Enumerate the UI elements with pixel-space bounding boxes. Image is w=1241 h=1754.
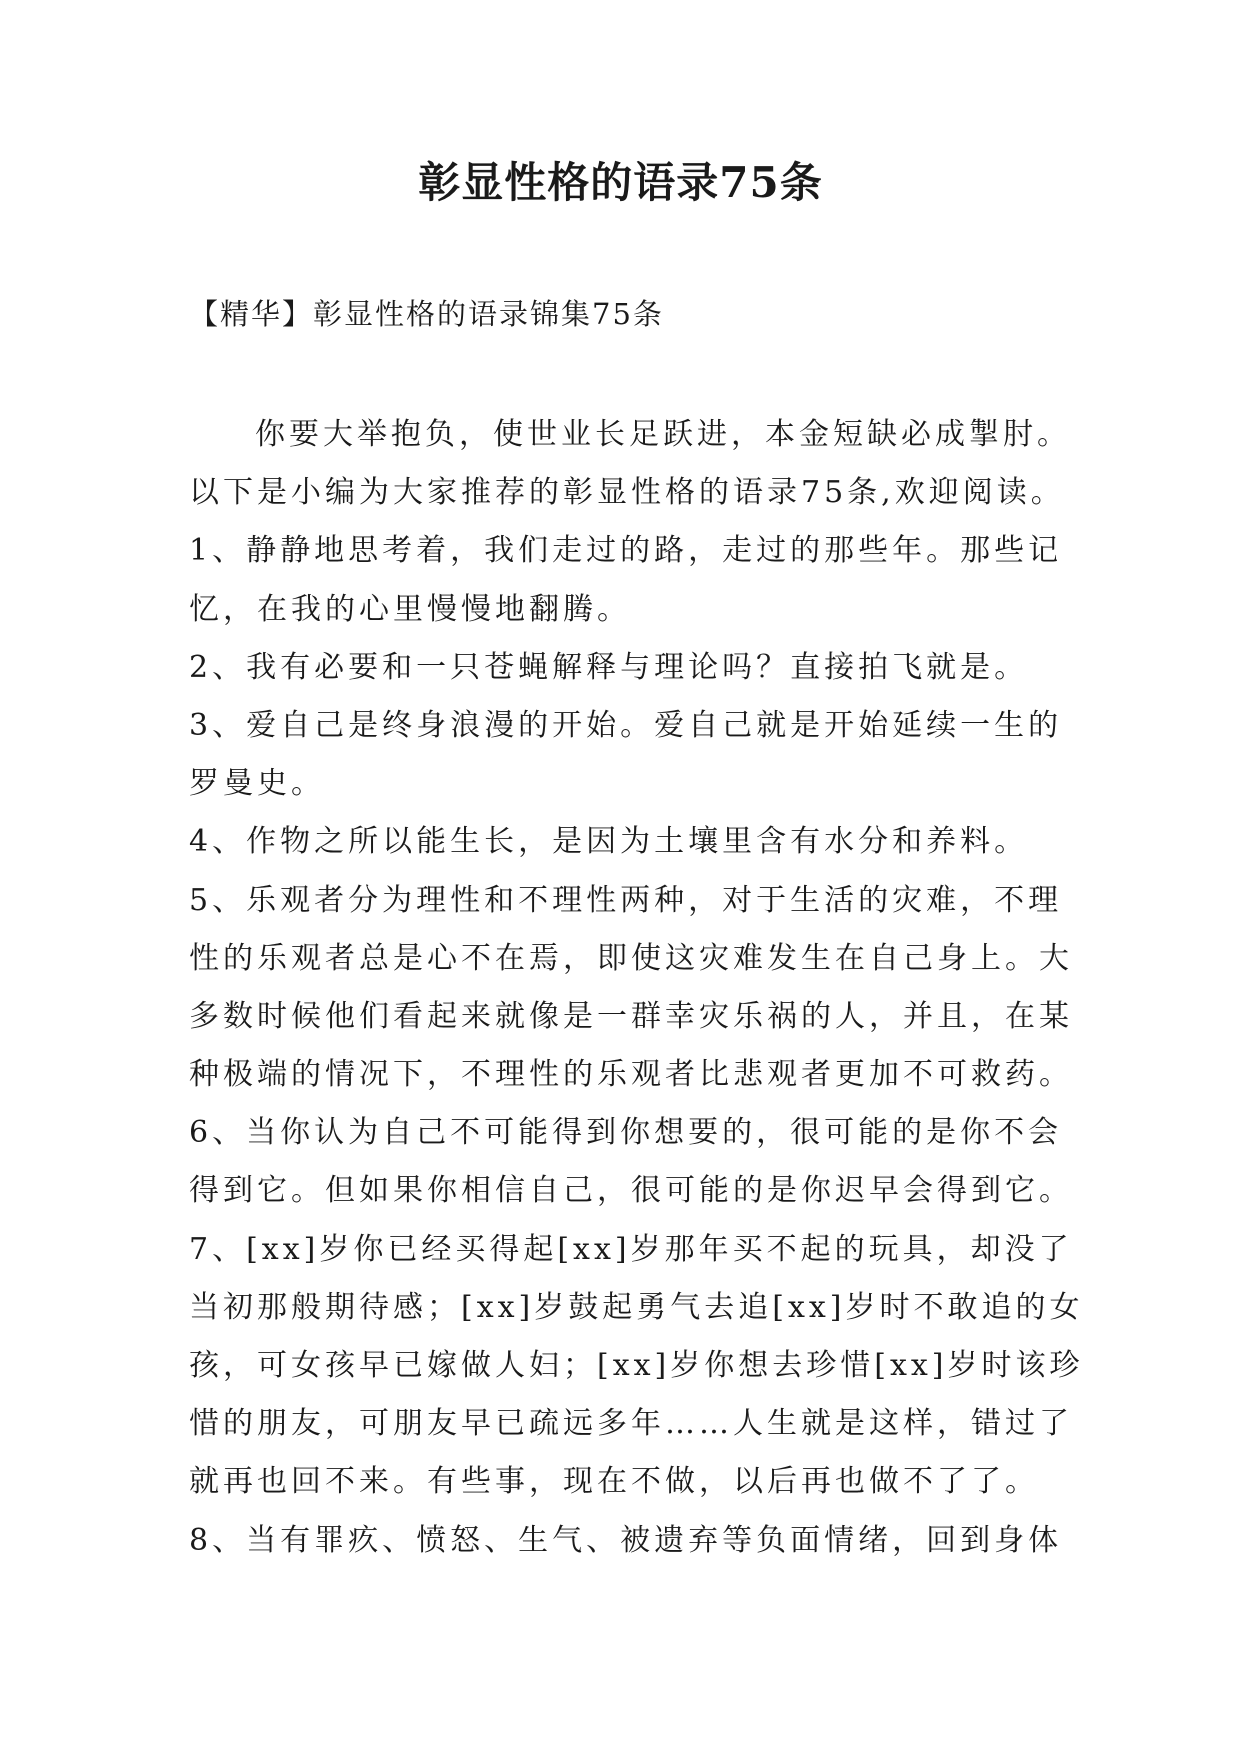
paragraph-line: 8、当有罪疚、愤怒、生气、被遗弃等负面情绪，回到身体 [189, 1522, 1063, 1558]
paragraph-line: 5、乐观者分为理性和不理性两种，对于生活的灾难，不理 [189, 882, 1063, 918]
paragraph-line: 孩，可女孩早已嫁做人妇；[xx]岁你想去珍惜[xx]岁时该珍 [189, 1348, 1084, 1383]
paragraph-line: 惜的朋友，可朋友早已疏远多年……人生就是这样，错过了 [189, 1406, 1073, 1442]
page-title: 彰显性格的语录75条 [418, 158, 823, 207]
paragraph-line: 多数时候他们看起来就像是一群幸灾乐祸的人，并且，在某 [189, 998, 1073, 1034]
paragraph-line: 2、我有必要和一只苍蝇解释与理论吗？直接拍飞就是。 [189, 649, 1029, 685]
paragraph-line: 1、静静地思考着，我们走过的路，走过的那些年。那些记 [189, 533, 1063, 569]
paragraph-line: 忆，在我的心里慢慢地翻腾。 [189, 591, 631, 627]
paragraph-line: 你要大举抱负，使世业长足跃进，本金短缺必成掣肘。 [255, 417, 1071, 452]
paragraph-line: 3、爱自己是终身浪漫的开始。爱自己就是开始延续一生的 [189, 707, 1063, 743]
document-subtitle: 【精华】彰显性格的语录锦集75条 [189, 297, 664, 331]
document-body [189, 406, 1084, 1570]
paragraph-line: 6、当你认为自己不可能得到你想要的，很可能的是你不会 [189, 1115, 1063, 1151]
paragraph-line: 以下是小编为大家推荐的彰显性格的语录75条,欢迎阅读。 [189, 475, 1065, 511]
paragraph-line: 得到它。但如果你相信自己，很可能的是你迟早会得到它。 [189, 1173, 1073, 1209]
paragraph-line: 罗曼史。 [189, 766, 325, 802]
paragraph-line: 当初那般期待感；[xx]岁鼓起勇气去追[xx]岁时不敢追的女 [189, 1289, 1084, 1325]
paragraph-line: 性的乐观者总是心不在焉，即使这灾难发生在自己身上。大 [189, 940, 1073, 976]
paragraph-line: 就再也回不来。有些事，现在不做，以后再也做不了了。 [189, 1464, 1039, 1500]
paragraph-line: 4、作物之所以能生长，是因为土壤里含有水分和养料。 [189, 824, 1029, 860]
paragraph-line: 7、[xx]岁你已经买得起[xx]岁那年买不起的玩具，却没了 [189, 1231, 1073, 1267]
paragraph-line: 种极端的情况下，不理性的乐观者比悲观者更加不可救药。 [189, 1057, 1073, 1093]
